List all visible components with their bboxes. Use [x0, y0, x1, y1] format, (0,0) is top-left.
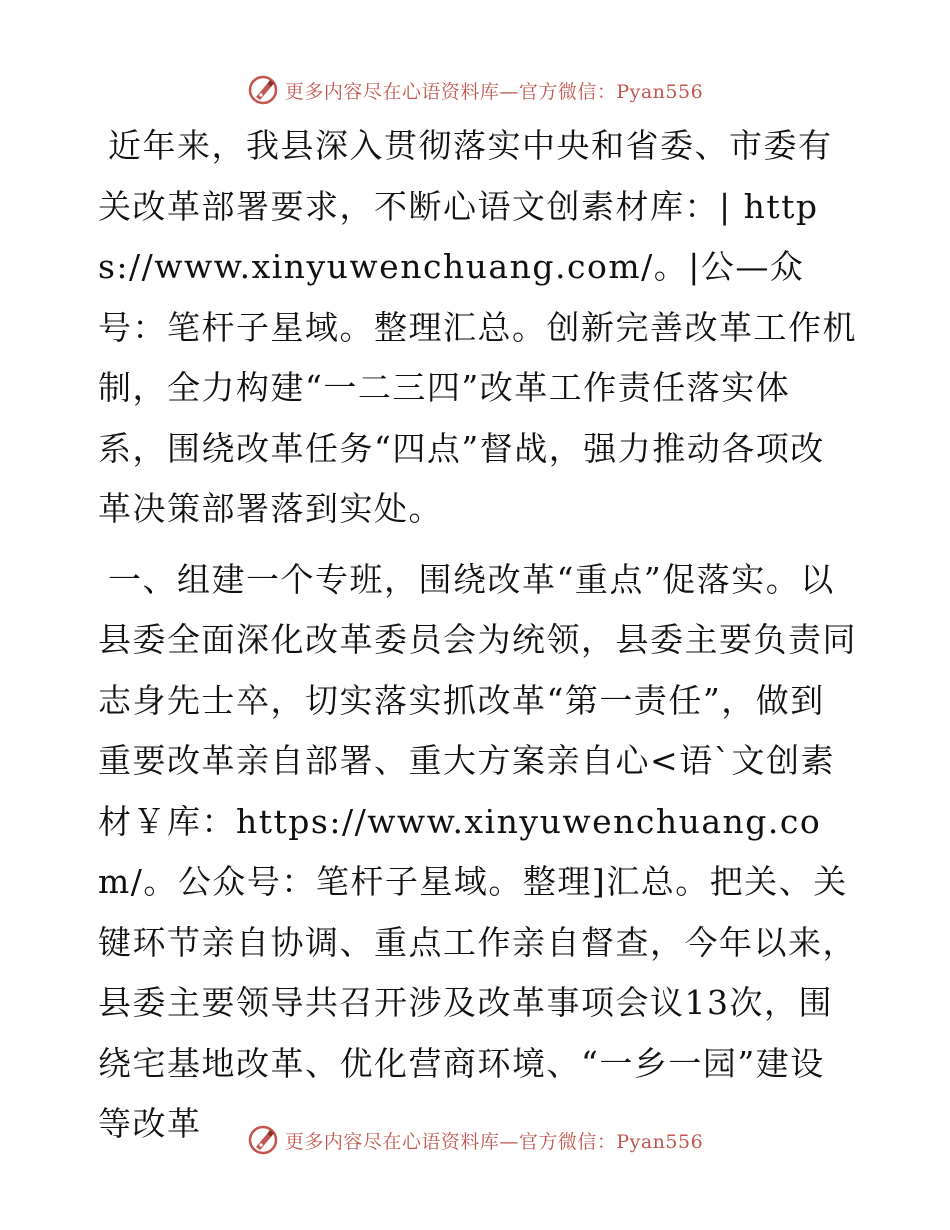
footer-banner-text: 更多内容尽在心语资料库—官方微信：Pyan556: [284, 1130, 704, 1153]
header-banner-text: 更多内容尽在心语资料库—官方微信：Pyan556: [284, 80, 704, 103]
document-body: [98, 116, 858, 1155]
paragraph-text: 近年来，我县深入贯彻落实中央和省委、市委有关改革部署要求，不断心语文创素材库：| https://www.xinyuwenchuang.com/。|公—众号：笔杆子星域。整理汇总。创新完善改革工作机制，全力构建“一二三四”改革工作责任落实体系，围绕改革任务“四点”督战，强力推动各项改革决策部署落到实处。: [98, 126, 857, 528]
paragraph-text: 一、组建一个专班，围绕改革“重点”促落实。以县委全面深化改革委员会为统领，县委主要负责同志身先士卒，切实落实抓改革“第一责任”，做到重要改革亲自部署、重大方案亲自心<语`文创素材￥库：https://www.xinyuwenchuang.com/。公众号：笔杆子星域。整理]汇总。把关、关键环节亲自协调、重点工作亲自督查，今年以来，县委主要领导共召开涉及改革事项会议13次，围绕宅基地改革、优化营商环境、“一乡一园”建设等改革: [98, 559, 857, 1143]
pen-nib-logo-icon: [247, 74, 279, 106]
paragraph: [98, 116, 858, 540]
footer-banner: [0, 1120, 950, 1160]
pen-nib-logo-icon: [247, 1124, 279, 1156]
paragraph: [98, 550, 858, 1155]
header-banner: [0, 70, 950, 110]
